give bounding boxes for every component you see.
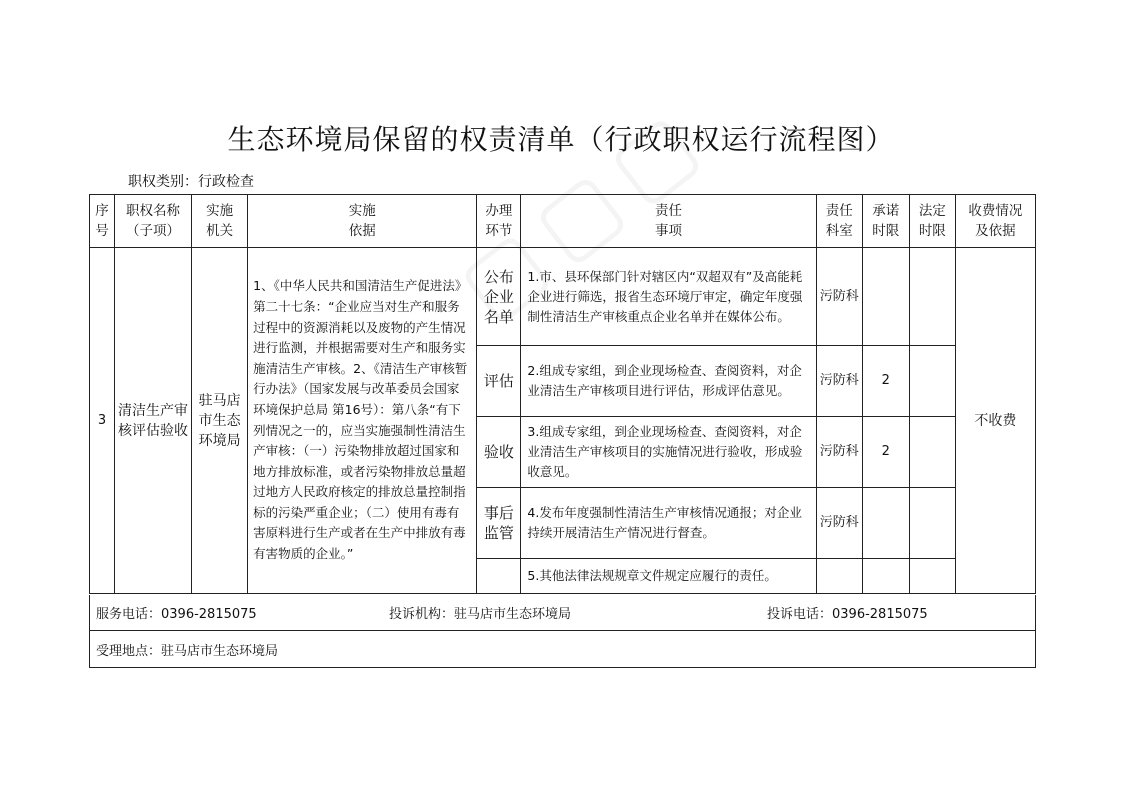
footer-contact-row: [89, 595, 1036, 631]
cell-legal: [909, 248, 955, 346]
cell-legal: [909, 417, 955, 488]
header-fee: 收费情况 及依据: [955, 195, 1035, 248]
header-step: 办理 环节: [477, 195, 521, 248]
table-header-row: [90, 195, 1036, 248]
cell-fee: 不收费: [955, 248, 1035, 594]
header-seq: 序 号: [90, 195, 115, 248]
cell-legal: [909, 346, 955, 417]
cell-dept: 污防科: [816, 346, 862, 417]
cell-dept: [816, 559, 862, 594]
cell-duty: 4.发布年度强制性清洁生产审核情况通报；对企业持续开展清洁生产情况进行督查。: [521, 488, 816, 559]
category-label: 职权类别：行政检查: [128, 174, 254, 190]
complaint-org: 投诉机构：驻马店市生态环境局: [389, 607, 572, 622]
page-title: 生态环境局保留的权责清单（行政职权运行流程图）: [227, 123, 895, 156]
table-row: [90, 248, 1036, 346]
cell-step: 评估: [477, 346, 521, 417]
complaint-phone: 投诉电话：0396-2815075: [767, 607, 928, 622]
service-phone: 服务电话：0396-2815075: [96, 607, 257, 622]
cell-duty: 3.组成专家组，到企业现场检查、查阅资料，对企业清洁生产审核项目的实施情况进行验收，形成验收意见。: [521, 417, 816, 488]
cell-duty: 2.组成专家组，到企业现场检查、查阅资料，对企业清洁生产审核项目进行评估，形成评估意见。: [521, 346, 816, 417]
header-name: 职权名称 （子项）: [115, 195, 192, 248]
header-duty: 责任 事项: [521, 195, 816, 248]
header-basis: 实施 依据: [248, 195, 477, 248]
footer-address-row: [89, 631, 1036, 668]
cell-step: 验收: [477, 417, 521, 488]
cell-promise: [862, 559, 909, 594]
cell-promise: 2: [862, 417, 909, 488]
cell-promise: [862, 488, 909, 559]
cell-dept: 污防科: [816, 488, 862, 559]
cell-name: 清洁生产审核评估验收: [115, 248, 192, 594]
cell-legal: [909, 559, 955, 594]
header-promise: 承诺 时限: [862, 195, 909, 248]
header-agency: 实施 机关: [192, 195, 248, 248]
cell-agency: 驻马店市生态环境局: [192, 248, 248, 594]
cell-step: [477, 559, 521, 594]
responsibility-table: [89, 194, 1036, 594]
cell-dept: 污防科: [816, 248, 862, 346]
cell-promise: 2: [862, 346, 909, 417]
cell-seq: 3: [90, 248, 115, 594]
header-dept: 责任 科室: [816, 195, 862, 248]
cell-duty: 5.其他法律法规规章文件规定应履行的责任。: [521, 559, 816, 594]
cell-duty: 1.市、县环保部门针对辖区内“双超双有”及高能耗企业进行筛选，报省生态环境厅审定，确定年度强制性清洁生产审核重点企业名单并在媒体公布。: [521, 248, 816, 346]
cell-promise: [862, 248, 909, 346]
cell-step: 公布企业名单: [477, 248, 521, 346]
cell-legal: [909, 488, 955, 559]
header-legal: 法定 时限: [909, 195, 955, 248]
service-address: 受理地点：驻马店市生态环境局: [96, 643, 279, 659]
cell-basis: 1、《中华人民共和国清洁生产促进法》第二十七条：“企业应当对生产和服务过程中的资源消耗以及废物的产生情况进行监测，并根据需要对生产和服务实施清洁生产审核。2、《清洁生产审核暂行办法》（国家发展与改革委员会国家环境保护总局 第16号）：第八条“有下列情况之一的，应当实施强制性清洁生产审核：（一）污染物排放超过国家和地方排放标准，或者污染物排放总量超过地方人民政府核定的排放总量控制指标的污染严重企业；（二）使用有毒有害原料进行生产或者在生产中排放有毒有害物质的企业。”: [248, 248, 477, 594]
cell-step: 事后监管: [477, 488, 521, 559]
cell-dept: 污防科: [816, 417, 862, 488]
